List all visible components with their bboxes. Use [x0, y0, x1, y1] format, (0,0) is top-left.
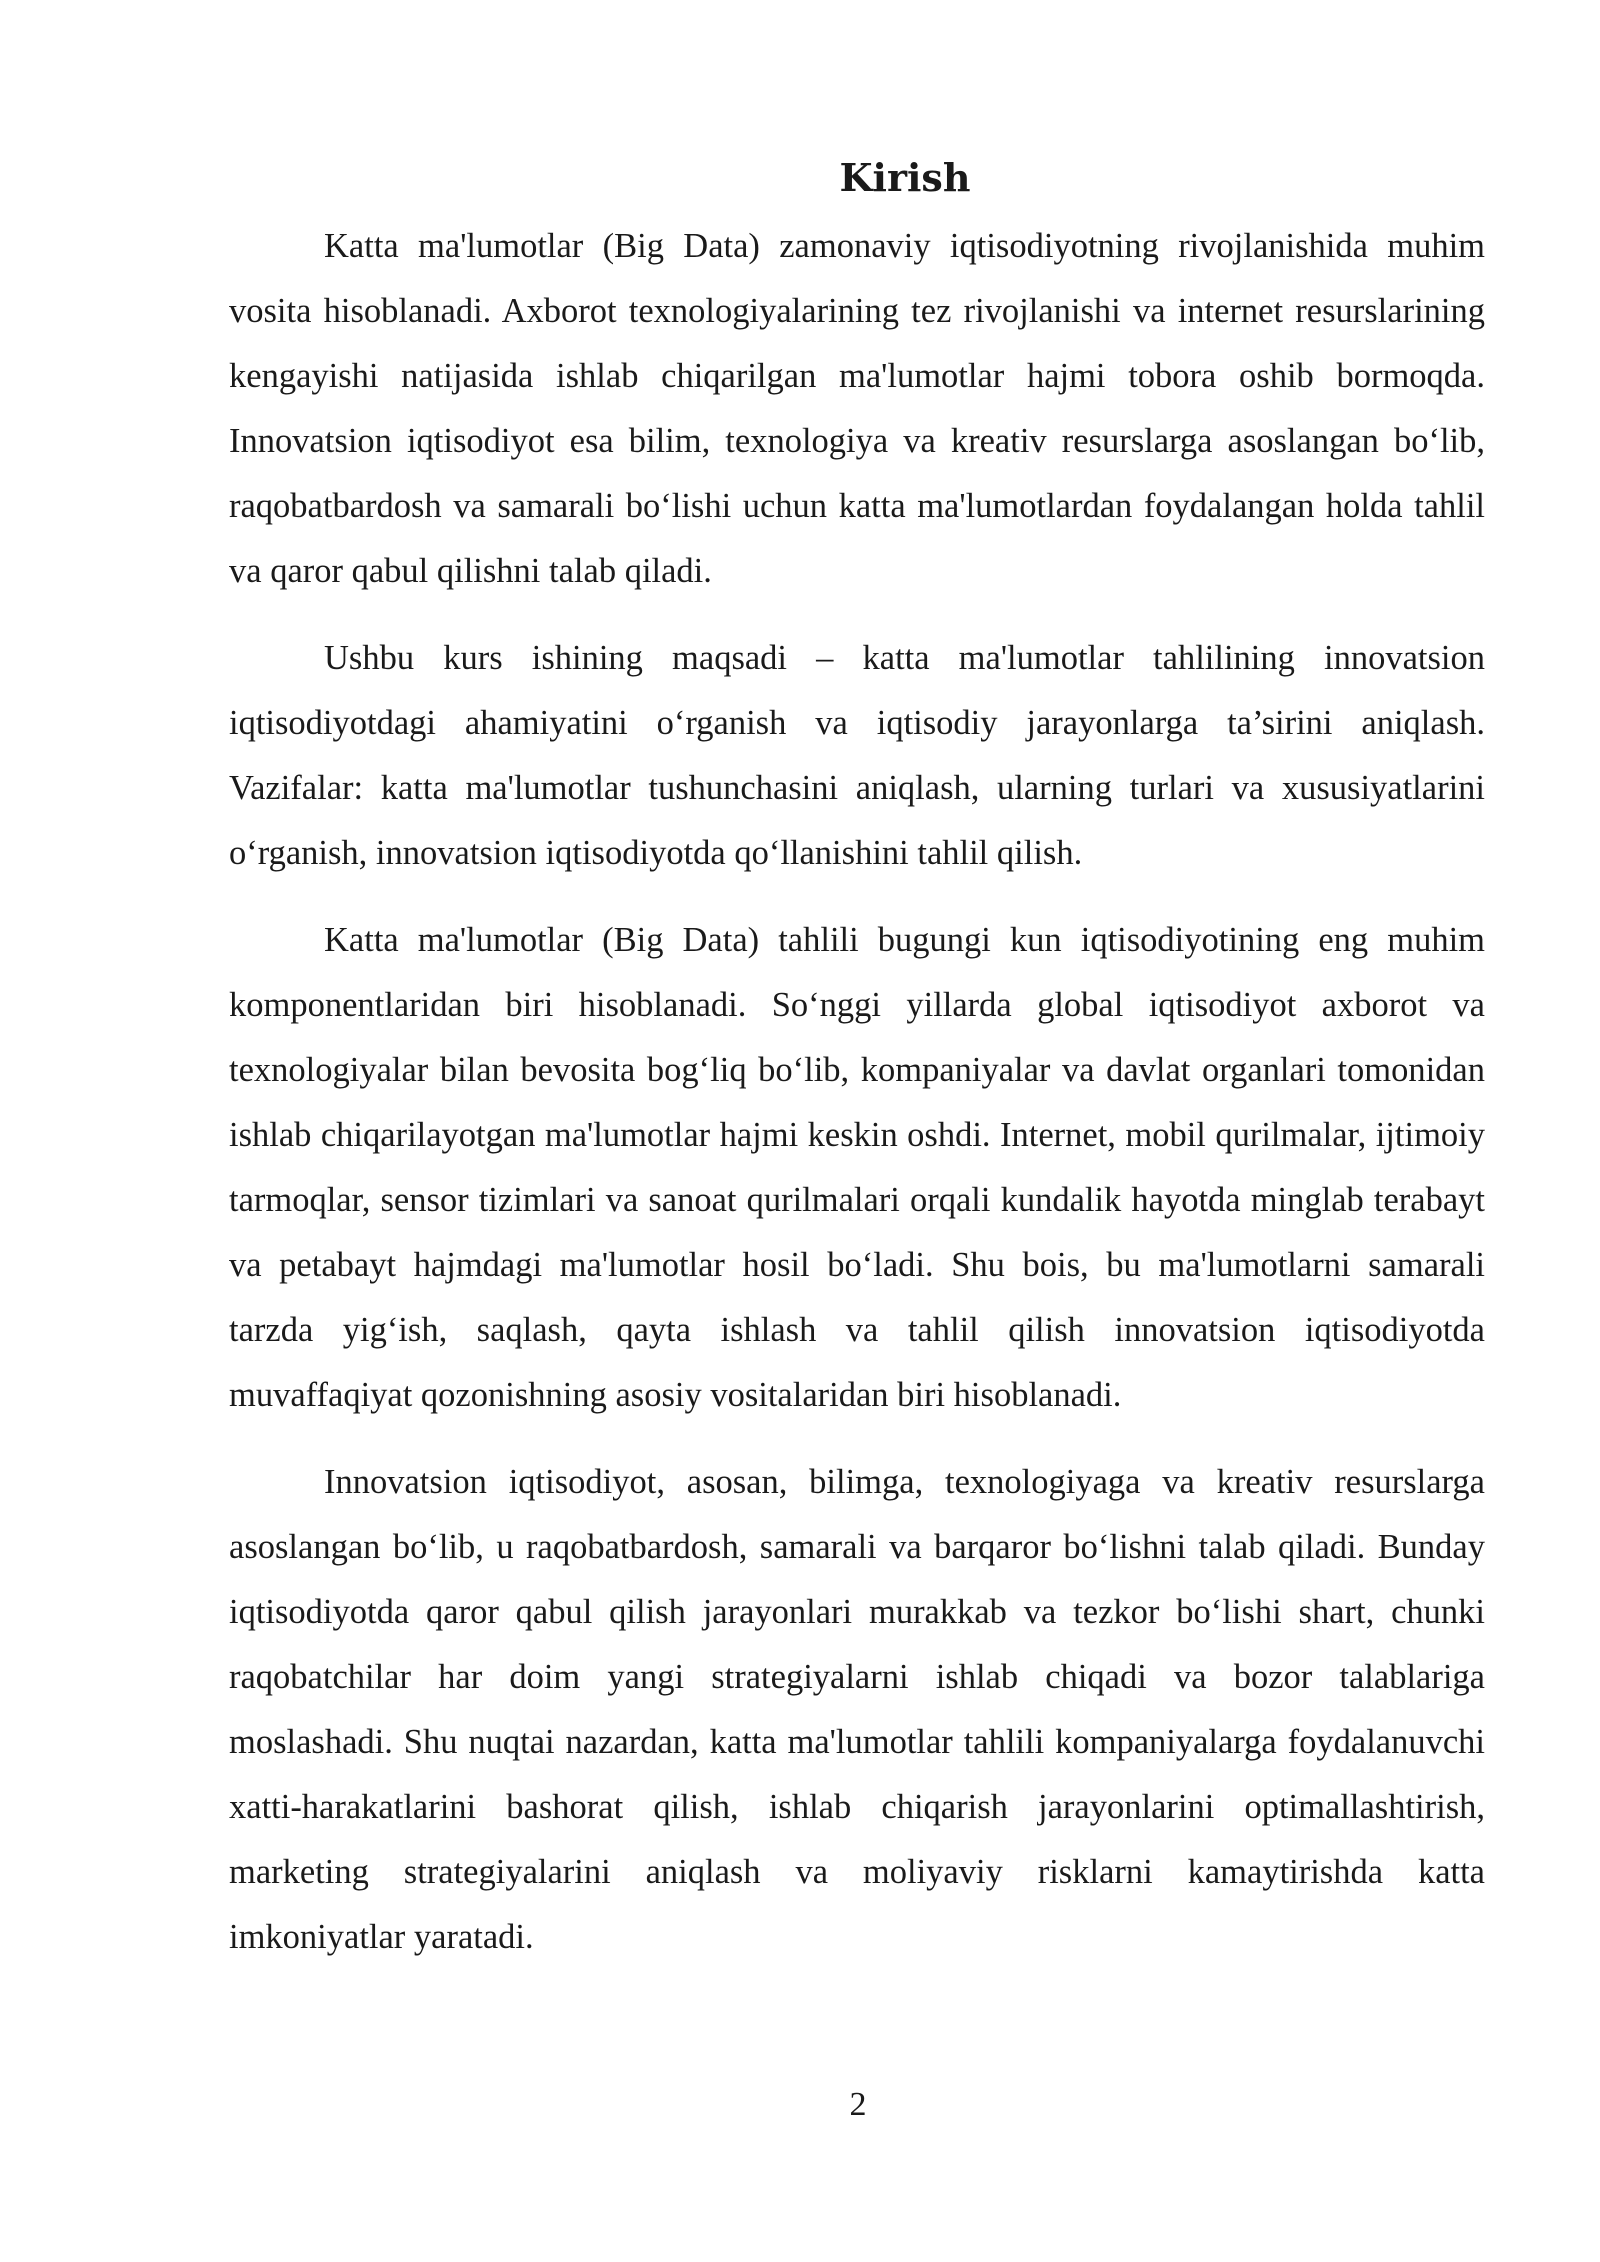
paragraph-2: Ushbu kurs ishining maqsadi – katta ma'lumotlar tahlilining innovatsion iqtisodiyotdagi ahamiyatini o‘rganish va iqtisodiy jarayonlarga ta’sirini aniqlash. Vazifalar: katta ma'lumotlar tushunchasini aniqlash, ularning turlari va xususiyatlarini o‘rganish, innovatsion iqtisodiyotda qo‘llanishini tahlil qilish.: [229, 639, 1485, 872]
page-title: Kirish: [839, 155, 971, 200]
document-body: [229, 214, 1485, 1992]
paragraph-3: Katta ma'lumotlar (Big Data) tahlili bugungi kun iqtisodiyotining eng muhim komponentlaridan biri hisoblanadi. So‘nggi yillarda global iqtisodiyot axborot va texnologiyalar bilan bevosita bog‘liq bo‘lib, kompaniyalar va davlat organlari tomonidan ishlab chiqarilayotgan ma'lumotlar hajmi keskin oshdi. Internet, mobil qurilmalar, ijtimoiy tarmoqlar, sensor tizimlari va sanoat qurilmalari orqali kundalik hayotda minglab terabayt va petabayt hajmdagi ma'lumotlar hosil bo‘ladi. Shu bois, bu ma'lumotlarni samarali tarzda yig‘ish, saqlash, qayta ishlash va tahlil qilish innovatsion iqtisodiyotda muvaffaqiyat qozonishning asosiy vositalaridan biri hisoblanadi.: [229, 921, 1485, 1414]
paragraph-1: Katta ma'lumotlar (Big Data) zamonaviy iqtisodiyotning rivojlanishida muhim vosita hisoblanadi. Axborot texnologiyalarining tez rivojlanishi va internet resurslarining kengayishi natijasida ishlab chiqarilgan ma'lumotlar hajmi tobora oshib bormoqda. Innovatsion iqtisodiyot esa bilim, texnologiya va kreativ resurslarga asoslangan bo‘lib, raqobatbardosh va samarali bo‘lishi uchun katta ma'lumotlardan foydalangan holda tahlil va qaror qabul qilishni talab qiladi.: [229, 227, 1485, 590]
page-number: 2: [849, 2086, 867, 2123]
paragraph-4: Innovatsion iqtisodiyot, asosan, bilimga, texnologiyaga va kreativ resurslarga asoslangan bo‘lib, u raqobatbardosh, samarali va barqaror bo‘lishni talab qiladi. Bunday iqtisodiyotda qaror qabul qilish jarayonlari murakkab va tezkor bo‘lishi shart, chunki raqobatchilar har doim yangi strategiyalarni ishlab chiqadi va bozor talablariga moslashadi. Shu nuqtai nazardan, katta ma'lumotlar tahlili kompaniyalarga foydalanuvchi xatti-harakatlarini bashorat qilish, ishlab chiqarish jarayonlarini optimallashtirish, marketing strategiyalarini aniqlash va moliyaviy risklarni kamaytirishda katta imkoniyatlar yaratadi.: [229, 1463, 1485, 1956]
